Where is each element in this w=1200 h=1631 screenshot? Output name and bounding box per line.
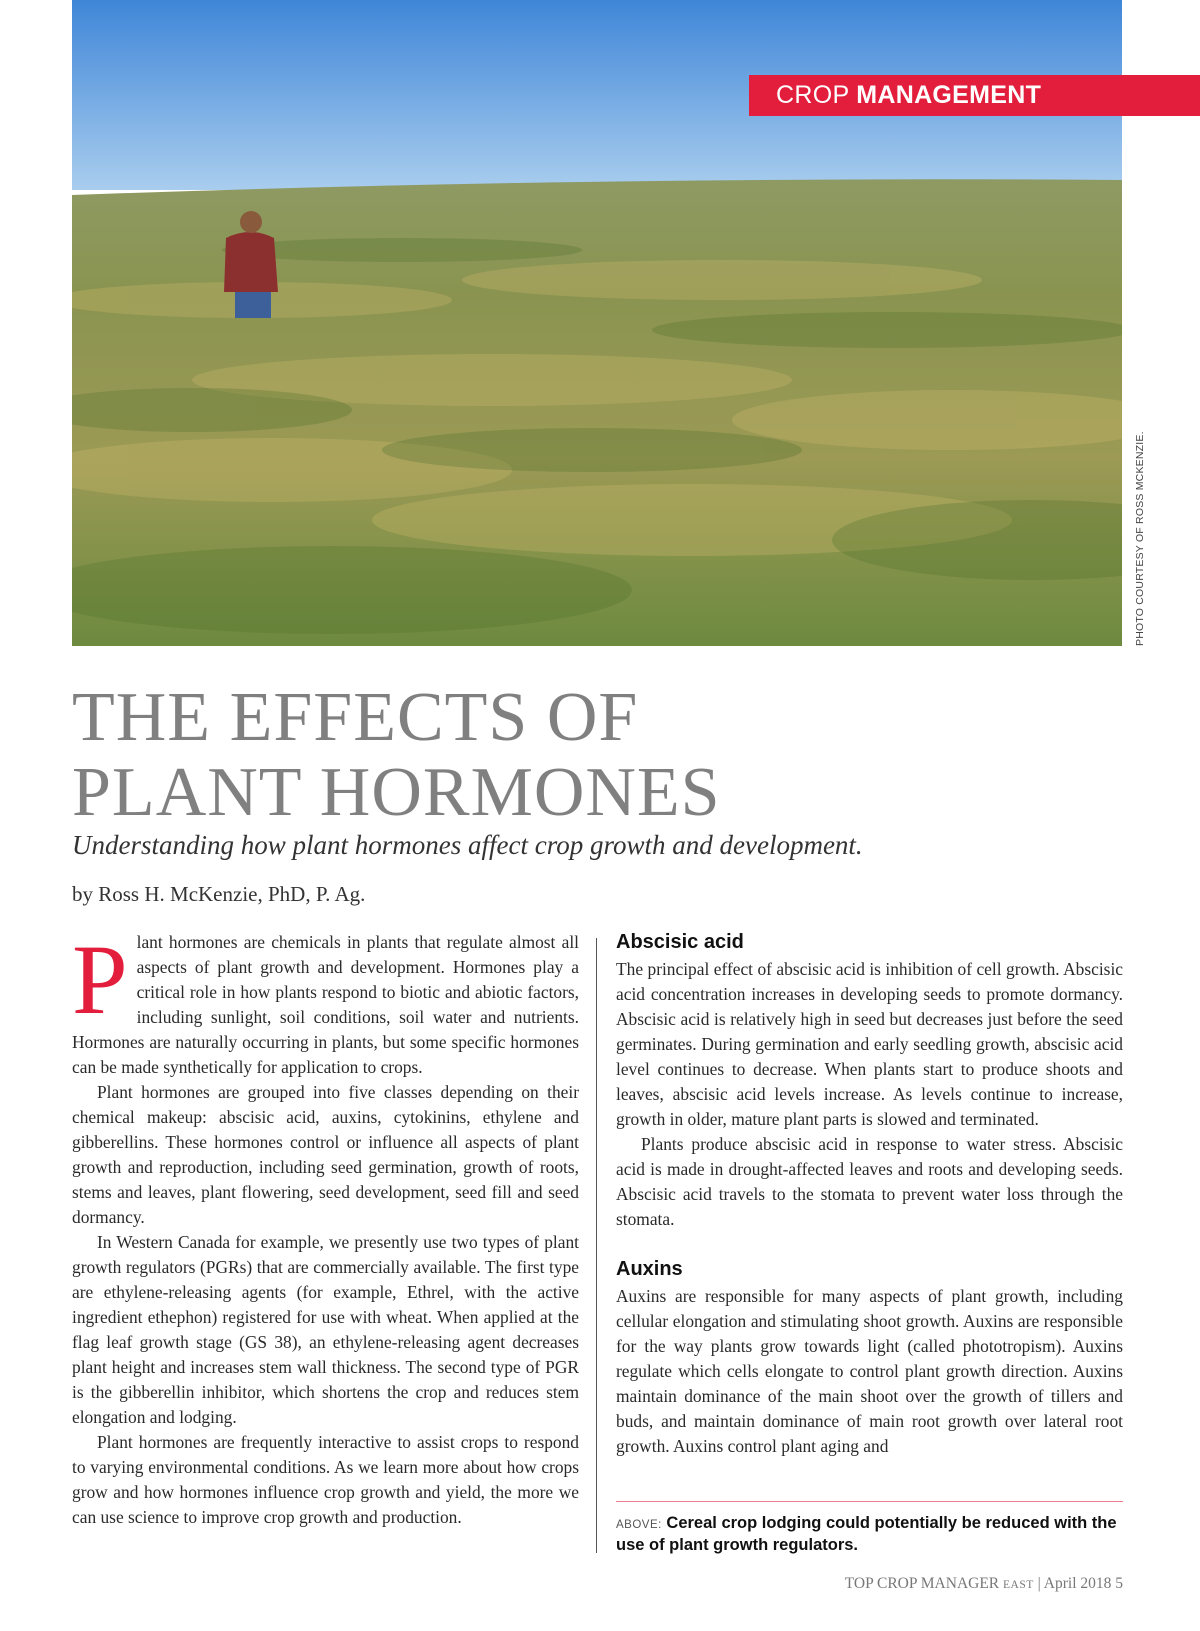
paragraph-7: Auxins are responsible for many aspects of plant growth, including cellular elongation and stimulating shoot growth. Auxins are responsible for the way plants grow towards light (called phototropism). Auxins regulate which cells elongate to control plant growth direction. Auxins maintain dominance of the main shoot over the growth of tillers and buds, and maintain dominance of main root growth over lateral root growth. Auxins control plant aging and (616, 1286, 1123, 1456)
photo-credit: PHOTO COURTESY OF ROSS MCKENZIE. (1134, 431, 1146, 646)
magazine-name: TOP CROP MANAGER (844, 1575, 1000, 1592)
drop-cap: P (72, 924, 128, 1035)
paragraph-4: Plant hormones are frequently interactive to assist crops to respond to varying environmental conditions. As we learn more about how crops grow and how hormones influence crop growth and yield, the more we can use science to improve crop growth and production. (72, 1432, 579, 1527)
title-line-2: PLANT HORMONES (72, 754, 721, 831)
section-tag-light: CROP (776, 81, 849, 109)
paragraph-2: Plant hormones are grouped into five classes depending on their chemical makeup: abscisic acid, auxins, cytokinins, ethylene and gibberellins. These hormones control or influence all aspects of plant growth and reproduction, including seed germination, growth of roots, stems and leaves, plant flowering, seed development, seed fill and seed dormancy. (72, 1082, 579, 1227)
title-line-1: THE EFFECTS OF (72, 679, 639, 756)
article-title (72, 680, 721, 830)
paragraph-6: Plants produce abscisic acid in response to water stress. Abscisic acid is made in drought-affected leaves and roots and developing seeds. Abscisic acid travels to the stomata to prevent water loss through the stomata. (616, 1134, 1123, 1229)
section-tag-bold: MANAGEMENT (856, 81, 1042, 109)
caption-label: ABOVE: (616, 1519, 662, 1531)
byline: by Ross H. McKenzie, PhD, P. Ag. (72, 882, 366, 906)
paragraph-1 (72, 924, 579, 1080)
section-tag (749, 75, 1200, 116)
caption-text: Cereal crop lodging could potentially be reduced with the use of plant growth regulators. (616, 1514, 1117, 1554)
heading-abscisic-acid: Abscisic acid (616, 931, 744, 953)
left-column (72, 924, 579, 1530)
paragraph-5: The principal effect of abscisic acid is inhibition of cell growth. Abscisic acid concentration increases in developing seeds to promote dormancy. Abscisic acid is relatively high in seed but decreases just before the seed germinates. During germination and early seedling growth, abscisic acid level continues to decrease. When plants start to produce shoots and leaves, abscisic acid levels increase. As levels continue to increase, growth in older, mature plant parts is slowed and terminated. (616, 959, 1123, 1129)
photo-caption (616, 1513, 1123, 1555)
page-footer (845, 1575, 1123, 1593)
article-deck: Understanding how plant hormones affect crop growth and development. (72, 830, 863, 860)
caption-divider (616, 1501, 1123, 1502)
heading-auxins: Auxins (616, 1258, 683, 1280)
magazine-edition: EAST (1003, 1579, 1034, 1591)
paragraph-1-text: lant hormones are chemicals in plants that regulate almost all aspects of plant growth and development. Hormones play a critical role in how plants respond to biotic and abiotic factors, including sunlight, soil conditions, soil water and nutrients. Hormones are naturally occurring in plants, but some specific hormones can be made synthetically for application to crops. (72, 932, 579, 1077)
right-column (616, 930, 1123, 1459)
column-divider (596, 938, 597, 1553)
issue-date-page: | April 2018 5 (1037, 1575, 1123, 1592)
paragraph-3: In Western Canada for example, we presently use two types of plant growth regulators (PGRs) that are commercially available. The first type are ethylene-releasing agents (for example, Ethrel, with the active ingredient ethephon) registered for use with wheat. When applied at the flag leaf growth stage (GS 38), an ethylene-releasing agent decreases plant height and increases stem wall thickness. The second type of PGR is the gibberellin inhibitor, which shortens the crop and reduces stem elongation and lodging. (72, 1232, 579, 1427)
